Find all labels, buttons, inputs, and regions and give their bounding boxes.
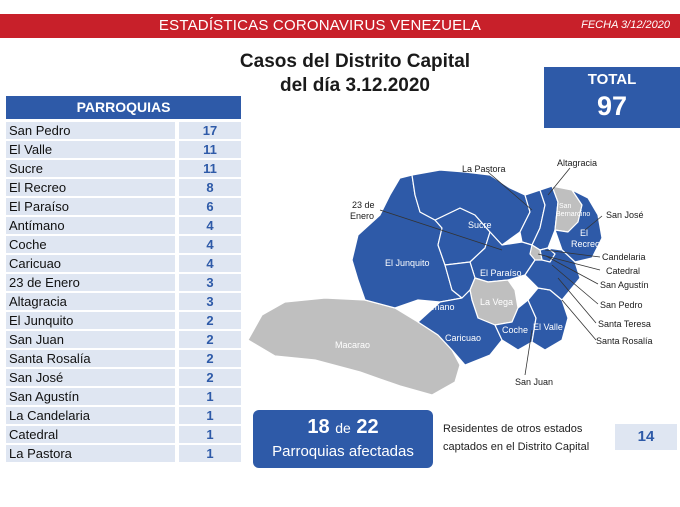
district-map (240, 150, 680, 400)
page-title (190, 50, 520, 98)
parroquias-table (6, 122, 241, 464)
map-label-el-paraiso: El Paraíso (480, 268, 522, 278)
parroquia-name: Caricuao (6, 255, 175, 272)
total-box (544, 67, 680, 128)
parroquia-row (6, 445, 241, 464)
map-callout-san-juan: San Juan (515, 377, 554, 387)
parroquia-name: Antímano (6, 217, 175, 234)
parroquia-name: El Paraíso (6, 198, 175, 215)
parroquia-row (6, 388, 241, 407)
map-callout-san-jose: San José (606, 210, 644, 220)
parroquia-name: El Valle (6, 141, 175, 158)
district-map-svg (240, 150, 680, 400)
parroquia-name: El Recreo (6, 179, 175, 196)
map-callout-san-agustin: San Agustín (600, 280, 649, 290)
parroquia-count: 4 (179, 255, 241, 272)
parroquia-row (6, 179, 241, 198)
map-label-el-recreo-2: Recreo (571, 239, 601, 249)
header-title: ESTADÍSTICAS CORONAVIRUS VENEZUELA (158, 17, 482, 34)
page-title-line2: del día 3.12.2020 (280, 75, 430, 96)
parroquia-row (6, 198, 241, 217)
parroquia-row (6, 293, 241, 312)
header-date: FECHA 3/12/2020 (581, 19, 670, 31)
parroquia-row (6, 141, 241, 160)
parroquia-row (6, 255, 241, 274)
affected-parishes-box (253, 410, 433, 468)
map-callout-la-pastora: La Pastora (462, 164, 506, 174)
parroquia-name: Sucre (6, 160, 175, 177)
map-callout-23-de-enero-1: 23 de (352, 200, 375, 210)
parroquia-row (6, 122, 241, 141)
parroquia-count: 3 (179, 274, 241, 291)
parroquia-count: 11 (179, 141, 241, 158)
map-callout-san-pedro: San Pedro (600, 300, 643, 310)
parroquia-row (6, 217, 241, 236)
map-callout-altagracia: Altagracia (557, 158, 598, 168)
affected-count: 18 (307, 416, 330, 438)
parroquia-name: San Agustín (6, 388, 175, 405)
parroquias-header: PARROQUIAS (6, 96, 241, 119)
parroquia-count: 1 (179, 388, 241, 405)
parroquia-count: 1 (179, 445, 241, 462)
map-callout-santa-teresa: Santa Teresa (598, 319, 651, 329)
parroquia-name: El Junquito (6, 312, 175, 329)
parroquia-count: 1 (179, 407, 241, 424)
parroquia-name: San Pedro (6, 122, 175, 139)
parroquia-row (6, 274, 241, 293)
page-title-line1: Casos del Distrito Capital (239, 51, 471, 72)
map-callout-catedral: Catedral (606, 266, 641, 276)
parroquia-name: San Juan (6, 331, 175, 348)
parroquia-row (6, 236, 241, 255)
map-label-sucre: Sucre (468, 220, 492, 230)
parroquia-name: Coche (6, 236, 175, 253)
map-label-caricuao: Caricuao (445, 333, 482, 343)
parroquia-name: La Pastora (6, 445, 175, 462)
header-banner (0, 14, 680, 38)
parroquia-count: 17 (179, 122, 241, 139)
parroquia-row (6, 350, 241, 369)
parroquia-count: 6 (179, 198, 241, 215)
affected-total: 22 (356, 416, 379, 438)
map-label-san-bernardino-2: Bernardino (556, 211, 591, 218)
affected-label: Parroquias afectadas (272, 443, 414, 460)
total-value: 97 (596, 91, 628, 121)
map-label-san-bernardino-1: San (559, 203, 572, 210)
parroquia-count: 8 (179, 179, 241, 196)
total-label: TOTAL (587, 71, 637, 88)
map-callout-candelaria: Candelaria (602, 252, 646, 262)
map-callout-23-de-enero-2: Enero (350, 211, 375, 221)
map-label-el-junquito: El Junquito (385, 258, 430, 268)
parroquia-name: 23 de Enero (6, 274, 175, 291)
parroquia-row (6, 426, 241, 445)
map-label-la-vega: La Vega (480, 297, 514, 307)
parroquia-count: 3 (179, 293, 241, 310)
map-label-coche: Coche (502, 325, 529, 335)
parroquia-count: 2 (179, 350, 241, 367)
parroquia-name: Catedral (6, 426, 175, 443)
map-callout-santa-rosalia: Santa Rosalía (596, 336, 653, 346)
parroquia-count: 11 (179, 160, 241, 177)
parroquia-name: San José (6, 369, 175, 386)
parroquia-count: 4 (179, 217, 241, 234)
residents-label: Residentes de otros estados captados en el Distrito Capital (443, 423, 590, 453)
parroquia-row (6, 407, 241, 426)
affected-connector: de (335, 420, 351, 436)
parroquia-count: 2 (179, 331, 241, 348)
parroquia-count: 4 (179, 236, 241, 253)
parroquia-name: Santa Rosalía (6, 350, 175, 367)
parroquia-row (6, 331, 241, 350)
affected-count-line (253, 416, 433, 439)
parroquia-row (6, 160, 241, 179)
parroquia-count: 2 (179, 312, 241, 329)
parroquia-row (6, 312, 241, 331)
residents-value: 14 (615, 424, 677, 450)
parroquia-name: Altagracia (6, 293, 175, 310)
map-label-el-valle: El Valle (533, 322, 563, 332)
parroquia-row (6, 369, 241, 388)
parroquia-count: 1 (179, 426, 241, 443)
parroquia-name: La Candelaria (6, 407, 175, 424)
parroquia-count: 2 (179, 369, 241, 386)
map-label-antimano: Antímano (416, 302, 455, 312)
map-label-el-recreo-1: El (580, 228, 589, 238)
map-label-macarao: Macarao (335, 340, 371, 350)
